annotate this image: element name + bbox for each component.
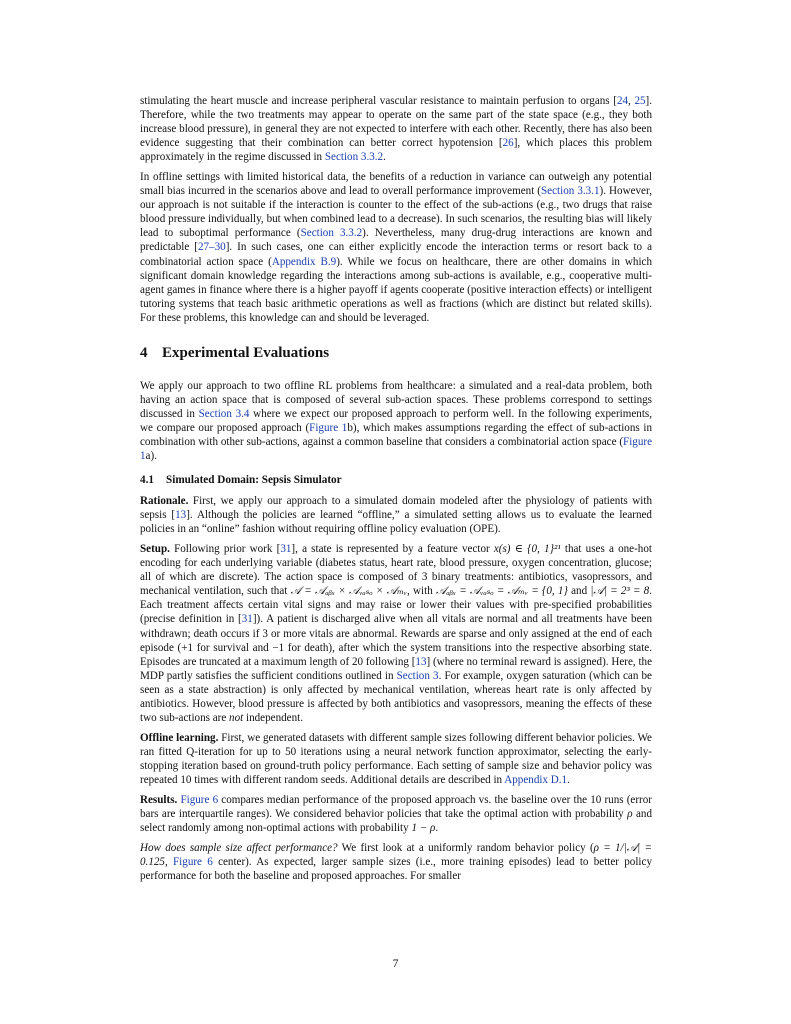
math-expression: |𝒜| = 2³ = 8: [590, 585, 650, 598]
appendix-link[interactable]: Appendix B.9: [271, 255, 337, 268]
paragraph-intro: stimulating the heart muscle and increase peripheral vascular resistance to maintain perfusion to organs [24, 25]. Therefore, while the two treatments may appear to operate on the same part of the state space (e.g., they both increase blood pressure), in general they are not expected to interfere with each other. Recently, there has also been evidence suggesting that their combination can better correct hypotension [26], which places this problem approximately in the regime discussed in Section 3.3.2.: [140, 95, 652, 164]
paragraph-offline-settings: In offline settings with limited historical data, the benefits of a reduction in variance can outweigh any potential small bias incurred in the scenarios above and lead to overall performance improvement (Section 3.3.1). However, our approach is not suitable if the interaction is counter to the effect of the sub-actions (e.g., two drugs that raise blood pressure individually, but when combined lead to a decrease). In such scenarios, the resulting bias will likely lead to suboptimal performance (Section 3.3.2). Nevertheless, many drug-drug interactions are known and predictable [27–30]. In such cases, one can either explicitly encode the interaction terms or resort back to a combinatorial action space (Appendix B.9). While we focus on healthcare, there are other domains in which significant domain knowledge regarding the interactions among sub-actions is available, e.g., cooperative multi-agent games in finance where there is a higher payoff if agents cooperate (positive interaction effects) or intelligent tutoring systems that teach basic arithmetic operations as well as fractions (which are distinct but related skills). For these problems, this knowledge can and should be leveraged.: [140, 171, 653, 324]
figure-link[interactable]: Figure 6: [173, 856, 213, 869]
section-title: Experimental Evaluations: [162, 344, 330, 361]
emphasis: not: [229, 711, 244, 724]
page-number: 7: [392, 958, 399, 970]
run-in-heading: Offline learning.: [140, 731, 219, 744]
citation-link[interactable]: 13: [415, 655, 427, 668]
paper-page: [140, 94, 652, 889]
math-expression: ρ = 1/|𝒜| = 0.125: [140, 842, 652, 869]
paragraph-rationale: Rationale. First, we apply our approach to a simulated domain modeled after the physiology of patients with sepsis [13]. Although the policies are learned “offline,” a simulated setting allows us to evaluate the learned policies in an “online” fashion without requiring offline policy evaluation (OPE).: [140, 495, 652, 536]
paragraph-setup: Setup. Following prior work [31], a state is represented by a feature vector x(s) ∈ {0, 1}²¹ that uses a one-hot encoding for each underlying variable (diabetes status, heart rate, blood pressure, oxygen concentration, glucose; all of which are discrete). The action space is composed of 3 binary treatments: antibiotics, vasopressors, and mechanical ventilation, such that 𝒜 = 𝒜ₐᵦₓ × 𝒜ᵥₐₛₒ × 𝒜ₘᵥ, with 𝒜ₐᵦₓ = 𝒜ᵥₐₛₒ = 𝒜ₘᵥ = {0, 1} and |𝒜| = 2³ = 8. Each treatment affects certain vital signs and may raise or lower their values with pre-specified probabilities (precise definition in [31]). A patient is discharged alive when all vitals are normal and all treatments have been withdrawn; death occurs if 3 or more vitals are abnormal. Rewards are sparse and only assigned at the end of each episode (+1 for survival and −1 for death), after which the system transitions into the respective absorbing state. Episodes are truncated at a maximum length of 20 following [13] (where no terminal reward is assigned). Here, the MDP partly satisfies the sufficient conditions outlined in Section 3. For example, oxygen saturation (which can be seen as a state abstraction) is only affected by mechanical ventilation, whereas heart rate is only affected by antibiotics. However, blood pressure is affected by both antibiotics and vasopressors, meaning the effects of these two sub-actions are not independent.: [140, 543, 652, 724]
citation-link[interactable]: 26: [502, 137, 514, 150]
section-link[interactable]: Section 3.4: [198, 407, 250, 420]
subsection-number: 4.1: [140, 474, 154, 487]
subsection-title: Simulated Domain: Sepsis Simulator: [166, 474, 342, 487]
figure-link[interactable]: Figure 6: [180, 794, 219, 807]
section-link[interactable]: Section 3.3.2: [300, 227, 363, 240]
paragraph-sample-size: How does sample size affect performance? We first look at a uniformly random behavior policy (ρ = 1/|𝒜| = 0.125, Figure 6 center). As expected, larger sample sizes (i.e., more training episodes) lead to better policy performance for both the baseline and proposed approaches. For smaller: [140, 842, 652, 883]
math-expression: x(s) ∈ {0, 1}²¹: [493, 543, 561, 556]
figure-link[interactable]: Figure 1: [140, 435, 652, 462]
citation-link[interactable]: 31: [241, 613, 253, 626]
math-expression: 𝒜 = 𝒜ₐᵦₓ × 𝒜ᵥₐₛₒ × 𝒜ₘᵥ,: [290, 585, 410, 598]
math-expression: +1: [181, 641, 194, 654]
figure-link[interactable]: Figure 1: [309, 421, 348, 434]
section-heading: [140, 344, 652, 362]
subsection-heading: [140, 473, 652, 487]
paragraph-offline-learning: Offline learning. First, we generated datasets with different sample sizes following different behavior policies. We ran fitted Q-iteration for up to 50 iterations using a neural network function approximator, selecting the early-stopping iteration based on ground-truth policy performance. Each setting of sample size and behavior policy was repeated 10 times with different random seeds. Additional details are described in Appendix D.1.: [140, 731, 652, 786]
citation-link[interactable]: 13: [175, 509, 187, 522]
citation-link[interactable]: 24: [616, 95, 629, 107]
citation-link[interactable]: 31: [280, 543, 292, 556]
paragraph-results: Results. Figure 6 compares median performance of the proposed approach vs. the baseline over the 10 runs (error bars are interquartile ranges). We considered behavior policies that take the optimal action with probability ρ and select randomly among non-optimal actions with probability 1 − ρ.: [140, 794, 652, 835]
run-in-heading: Setup.: [140, 543, 170, 556]
math-expression: 𝒜ₐᵦₓ = 𝒜ᵥₐₛₒ = 𝒜ₘᵥ = {0, 1}: [435, 585, 568, 598]
section-number: 4: [140, 344, 148, 361]
section-link[interactable]: Section 3: [396, 669, 439, 682]
section-link[interactable]: Section 3.3.2: [324, 151, 384, 164]
appendix-link[interactable]: Appendix D.1: [504, 773, 568, 786]
run-in-heading: Results.: [140, 794, 178, 807]
math-expression: ρ: [627, 808, 633, 821]
citation-link[interactable]: 27–30: [197, 241, 226, 254]
run-in-heading: Rationale.: [140, 495, 189, 508]
math-expression: 1 − ρ: [411, 822, 436, 835]
paragraph-experiments-intro: We apply our approach to two offline RL problems from healthcare: a simulated and a real-data problem, both having an action space that is composed of several sub-action spaces. These problems correspond to settings discussed in Section 3.4 where we expect our proposed approach to perform well. In the following experiments, we compare our proposed approach (Figure 1b), which makes assumptions regarding the effect of sub-actions in combination with other sub-actions, against a common baseline that considers a combinatorial action space (Figure 1a).: [140, 379, 652, 462]
citation-link[interactable]: 25: [634, 95, 646, 107]
math-expression: −1: [272, 641, 285, 654]
run-in-question: How does sample size affect performance?: [140, 842, 338, 855]
section-link[interactable]: Section 3.3.1: [541, 185, 600, 198]
